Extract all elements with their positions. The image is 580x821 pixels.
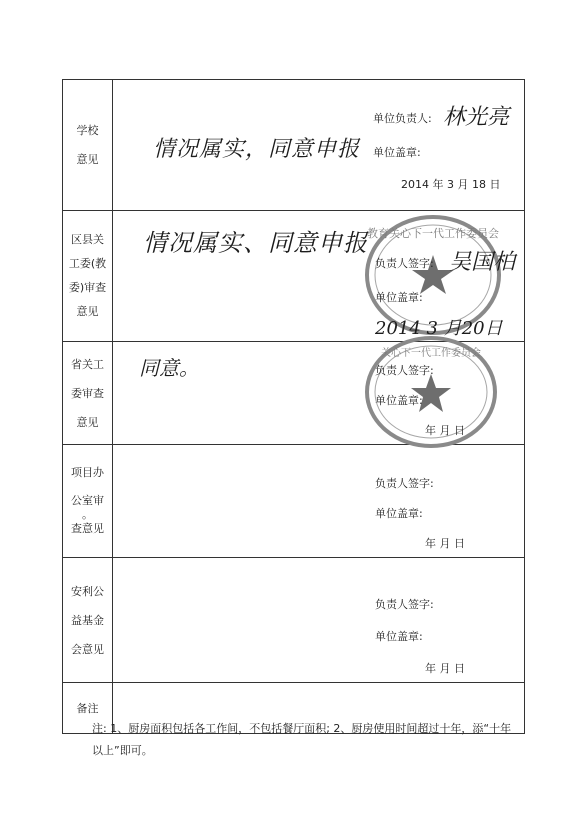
label-line: 意见 [76,415,99,429]
unit-seal-label: 单位盖章: [373,146,421,159]
signer-label: 负责人签字: [375,477,434,490]
label-line: 。 [82,508,93,521]
label-line: 区县关 [71,233,104,246]
signature: 林光亮 [443,105,510,130]
signer-label: 负责人签字: [375,364,434,377]
row-district-review [63,211,525,342]
opinion-cell [113,445,525,558]
signer-label: 负责人签字: [375,257,434,270]
opinion-cell [113,211,525,342]
unit-seal-label: 单位盖章: [375,507,423,520]
label-line: 查意见 [71,522,104,535]
unit-seal-label: 单位盖章: [375,291,423,304]
row-label [63,342,113,445]
unit-seal-label: 单位盖章: [375,630,423,643]
label-line: 公室审 [71,494,104,507]
label-line: 省关工 [71,357,104,371]
row-label [63,80,113,211]
handwritten-date: 2014 3 月20日 [375,318,503,339]
handwritten-opinion: 同意。 [139,356,199,380]
date: 2014 年 3 月 18 日 [401,178,501,191]
unit-head-label: 单位负责人: [373,112,432,125]
label-line: 意见 [76,153,99,166]
label-line: 意见 [76,305,99,318]
date: 年 月 日 [425,424,465,437]
date: 年 月 日 [425,537,465,550]
label-line: 委)审查 [68,281,107,294]
row-label [63,211,113,342]
date: 年 月 日 [425,662,465,675]
row-label [63,558,113,683]
label-line: 安利公 [71,584,104,598]
approval-form-table [62,79,525,734]
svg-text:关心下一代工作委员会: 关心下一代工作委员会 [381,348,481,359]
label-line: 备注 [76,701,99,715]
label-line: 学校 [76,124,99,137]
opinion-cell [113,558,525,683]
row-province-review [63,342,525,445]
signer-label: 负责人签字: [375,598,434,611]
row-project-office-review [63,445,525,558]
opinion-cell [113,342,525,445]
label-line: 项目办 [71,466,104,479]
label-line: 工委(教 [68,257,107,270]
label-line: 益基金 [71,613,104,627]
unit-seal-label: 单位盖章: [375,394,423,407]
row-label [63,445,113,558]
row-school-opinion [63,80,525,211]
signature: 吴国柏 [449,250,516,275]
row-foundation-opinion [63,558,525,683]
svg-text:教育关心下一代工作委员会: 教育关心下一代工作委员会 [367,227,499,240]
handwritten-opinion: 情况属实，同意申报 [153,137,361,162]
label-line: 委审查 [71,386,104,400]
opinion-cell [113,80,525,211]
handwritten-opinion: 情况属实、同意申报 [143,229,368,257]
label-line: 会意见 [71,642,104,656]
footnote: 注: 1、厨房面积包括各工作间，不包括餐厅面积; 2、厨房使用时间超过十年，添“十年以上”即可。 [92,722,512,757]
